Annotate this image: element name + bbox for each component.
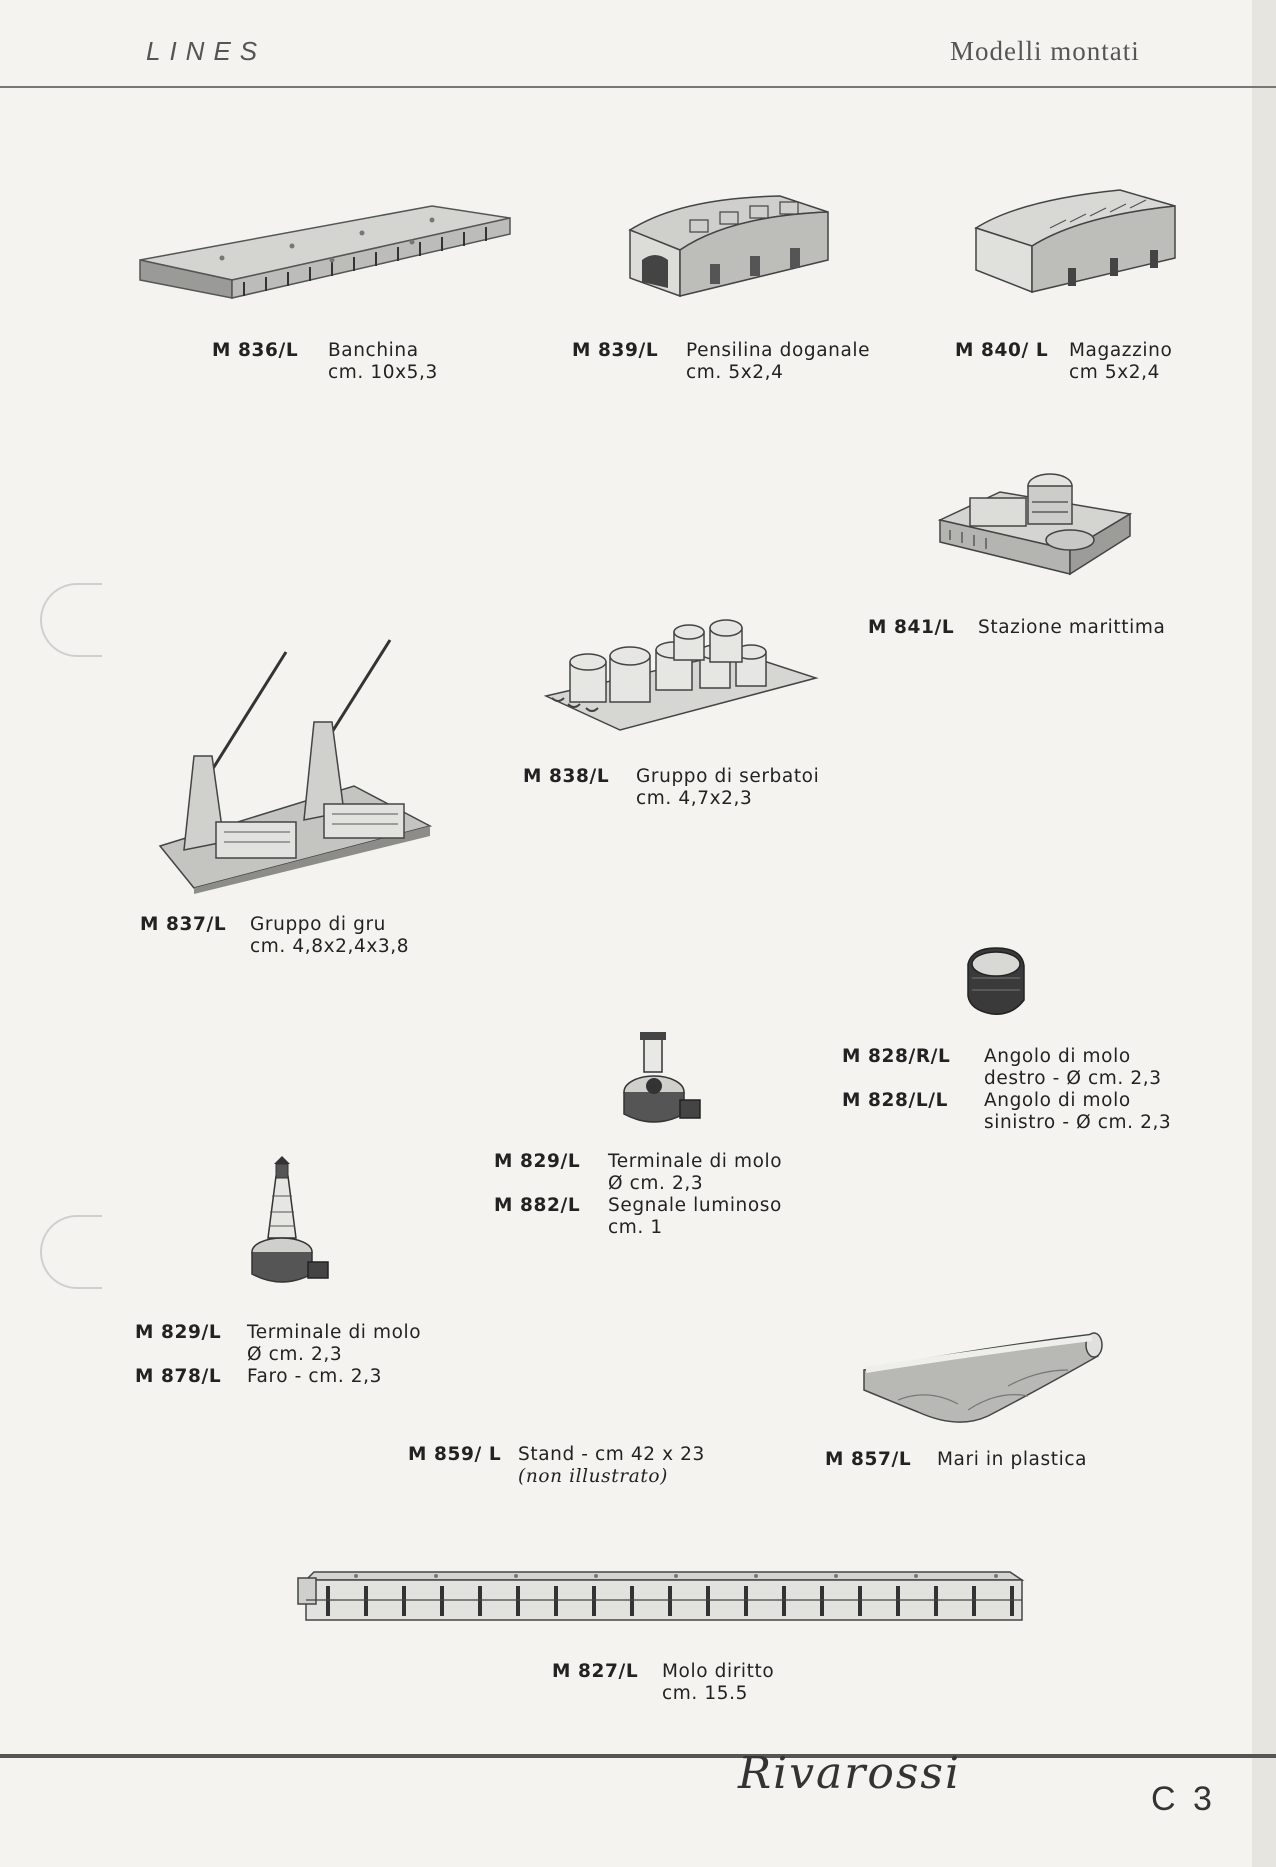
item-code: M 839/L bbox=[572, 340, 659, 361]
item-code: M 840/ L bbox=[955, 340, 1049, 361]
item-dimensions: cm. 4,7x2,3 bbox=[636, 788, 753, 809]
item-dimensions: cm. 5x2,4 bbox=[686, 362, 784, 383]
item-code: M 827/L bbox=[552, 1661, 639, 1682]
item-description: Segnale luminoso bbox=[608, 1195, 782, 1216]
item-description: Stand - cm 42 x 23 bbox=[518, 1444, 705, 1465]
pensilina-illustration bbox=[620, 190, 838, 300]
magazzino-illustration bbox=[970, 180, 1182, 300]
stazione-marittima-illustration bbox=[930, 458, 1135, 578]
item-code: M 836/L bbox=[212, 340, 299, 361]
item-description: Mari in plastica bbox=[937, 1449, 1088, 1470]
item-description: Angolo di molo bbox=[984, 1046, 1131, 1067]
item-dimensions: cm. 15.5 bbox=[662, 1683, 748, 1704]
banchina-illustration bbox=[132, 198, 518, 300]
item-dimensions: destro - Ø cm. 2,3 bbox=[984, 1068, 1162, 1089]
item-dimensions: cm. 4,8x2,4x3,8 bbox=[250, 936, 410, 957]
brand-logo: Rivarossi bbox=[738, 1748, 962, 1799]
item-description: Gruppo di serbatoi bbox=[636, 766, 820, 787]
item-description: Terminale di molo bbox=[608, 1151, 783, 1172]
item-dimensions: Ø cm. 2,3 bbox=[247, 1344, 343, 1365]
mari-plastica-illustration bbox=[858, 1330, 1104, 1440]
footer-rule bbox=[0, 1754, 1276, 1758]
item-description: Magazzino bbox=[1069, 340, 1173, 361]
header-rule bbox=[0, 86, 1276, 88]
item-description: Faro - cm. 2,3 bbox=[247, 1366, 383, 1387]
item-code: M 838/L bbox=[523, 766, 610, 787]
item-code: M 837/L bbox=[140, 914, 227, 935]
header-catalog-section: Modelli montati bbox=[950, 36, 1140, 66]
item-description: Terminale di molo bbox=[247, 1322, 422, 1343]
item-dimensions: sinistro - Ø cm. 2,3 bbox=[984, 1112, 1172, 1133]
terminale-segnale-illustration bbox=[620, 1030, 704, 1126]
item-code: M 841/L bbox=[868, 617, 955, 638]
angolo-molo-illustration bbox=[962, 944, 1032, 1018]
item-code: M 828/R/L bbox=[842, 1046, 951, 1067]
header-section-title: LINES bbox=[146, 36, 267, 66]
item-note: (non illustrato) bbox=[518, 1466, 668, 1487]
item-dimensions: Ø cm. 2,3 bbox=[608, 1173, 704, 1194]
item-dimensions: cm. 10x5,3 bbox=[328, 362, 438, 383]
page-number: C 3 bbox=[1151, 1780, 1216, 1818]
faro-illustration bbox=[250, 1156, 334, 1292]
item-code: M 878/L bbox=[135, 1366, 222, 1387]
item-code: M 882/L bbox=[494, 1195, 581, 1216]
binder-hole-top bbox=[40, 583, 102, 657]
item-code: M 828/L/L bbox=[842, 1090, 948, 1111]
gru-illustration bbox=[154, 636, 434, 894]
item-code: M 829/L bbox=[494, 1151, 581, 1172]
page-edge bbox=[1252, 0, 1276, 1867]
item-dimensions: cm 5x2,4 bbox=[1069, 362, 1161, 383]
item-code: M 859/ L bbox=[408, 1444, 502, 1465]
item-code: M 829/L bbox=[135, 1322, 222, 1343]
binder-hole-bottom bbox=[40, 1215, 102, 1289]
serbatoi-illustration bbox=[540, 612, 820, 736]
item-dimensions: cm. 1 bbox=[608, 1217, 663, 1238]
item-description: Gruppo di gru bbox=[250, 914, 386, 935]
item-description: Molo diritto bbox=[662, 1661, 775, 1682]
item-description: Pensilina doganale bbox=[686, 340, 871, 361]
item-description: Stazione marittima bbox=[978, 617, 1166, 638]
molo-diritto-illustration bbox=[296, 1556, 1028, 1628]
item-code: M 857/L bbox=[825, 1449, 912, 1470]
item-description: Banchina bbox=[328, 340, 419, 361]
item-description: Angolo di molo bbox=[984, 1090, 1131, 1111]
